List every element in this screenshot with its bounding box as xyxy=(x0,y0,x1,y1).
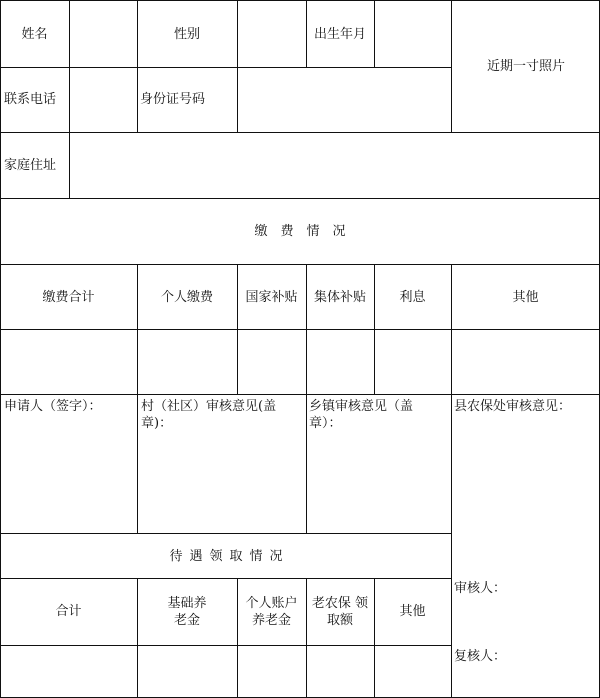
label-reviewer: 审核人： xyxy=(454,581,507,596)
header-basic-pension-2: 老金 xyxy=(173,613,200,628)
grid-line xyxy=(0,0,1,698)
header-collective-subsidy: 集体补贴 xyxy=(313,290,366,305)
header-state-subsidy: 国家补贴 xyxy=(245,290,298,305)
grid-line xyxy=(0,198,600,199)
header-benefit-total: 合计 xyxy=(55,604,82,619)
label-gender: 性别 xyxy=(173,27,200,42)
header-payment-total: 缴费合计 xyxy=(42,290,95,305)
header-old-insurance-2: 取额 xyxy=(326,613,353,628)
header-account-pension-2: 养老金 xyxy=(251,613,291,628)
grid-line xyxy=(374,578,375,698)
grid-line xyxy=(137,394,138,533)
grid-line xyxy=(374,0,375,67)
grid-line xyxy=(137,0,138,132)
grid-line xyxy=(451,264,452,698)
grid-line xyxy=(0,329,600,330)
section-payment: 缴费情况 xyxy=(254,224,359,239)
header-personal-payment: 个人缴费 xyxy=(160,290,213,305)
label-town-opinion-2: 章）： xyxy=(309,416,342,431)
grid-line xyxy=(0,132,600,133)
label-town-opinion-1: 乡镇审核意见（盖 xyxy=(309,399,414,414)
grid-line xyxy=(0,67,452,68)
label-id-number: 身份证号码 xyxy=(140,92,206,107)
label-birth: 出生年月 xyxy=(313,27,366,42)
grid-line xyxy=(306,264,307,394)
grid-line xyxy=(0,533,452,534)
label-phone: 联系电话 xyxy=(4,92,57,107)
header-interest: 利息 xyxy=(399,290,426,305)
label-photo: 近期一寸照片 xyxy=(486,59,565,74)
grid-line xyxy=(137,264,138,394)
label-name: 姓名 xyxy=(21,27,48,42)
section-benefit: 待遇领取情况 xyxy=(169,549,290,564)
grid-line xyxy=(0,0,600,1)
grid-line xyxy=(0,264,600,265)
header-account-pension-1: 个人账户 xyxy=(245,596,298,611)
label-rechecker: 复核人： xyxy=(454,649,507,664)
grid-line xyxy=(237,264,238,394)
label-county-opinion: 县农保处审核意见： xyxy=(454,399,572,414)
grid-line xyxy=(0,394,600,395)
label-applicant: 申请人（签字）： xyxy=(4,399,102,414)
grid-line xyxy=(306,394,307,533)
grid-line xyxy=(69,0,70,198)
grid-line xyxy=(0,645,452,646)
label-village-opinion-2: 章)： xyxy=(141,416,173,431)
grid-line xyxy=(0,578,452,579)
label-address: 家庭住址 xyxy=(4,158,57,173)
header-old-insurance-1: 老农保 领 xyxy=(311,596,369,611)
header-basic-pension-1: 基础养 xyxy=(167,596,207,611)
label-village-opinion-1: 村（社区）审核意见(盖 xyxy=(141,399,277,414)
header-benefit-other: 其他 xyxy=(399,604,426,619)
grid-line xyxy=(237,0,238,132)
header-other: 其他 xyxy=(512,290,539,305)
grid-line xyxy=(374,264,375,394)
